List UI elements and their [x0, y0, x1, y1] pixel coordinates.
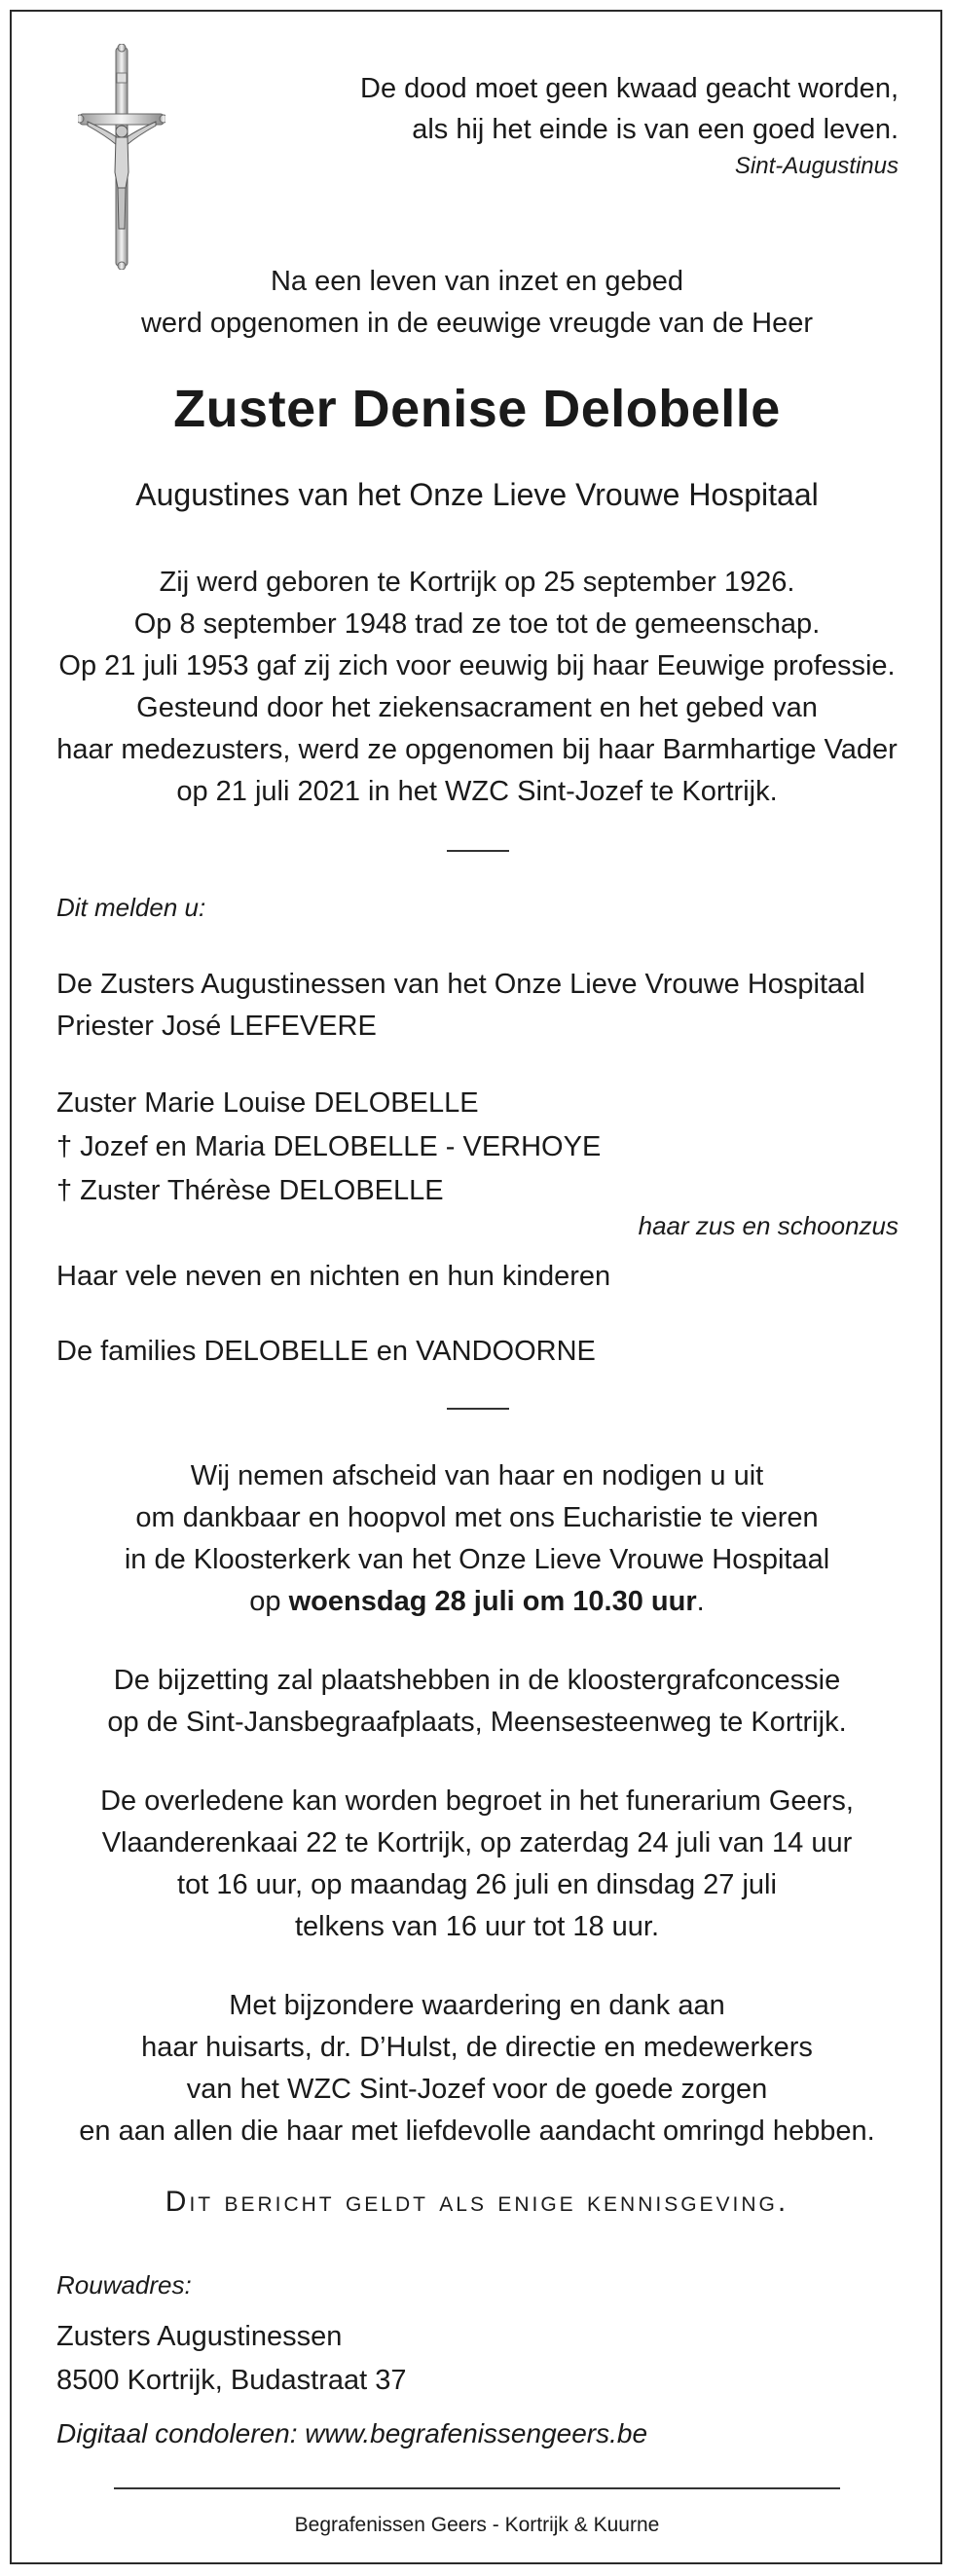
viewing-line: tot 16 uur, op maandag 26 juli en dinsdag 27 juli [177, 1869, 777, 1900]
bio-line: Op 8 september 1948 trad ze toe tot de gemeenschap. [133, 608, 821, 640]
mourner-line: † Jozef en Maria DELOBELLE - VERHOYE [56, 1131, 602, 1162]
ceremony-line: om dankbaar en hoopvol met ons Eucharistie te vieren [135, 1502, 819, 1533]
crucifix-icon [78, 44, 165, 270]
mourner-line: De families DELOBELLE en VANDOORNE [56, 1336, 596, 1367]
notice: Dit bericht geldt als enige kennisgeving. [165, 2186, 789, 2218]
mourner-line: De Zusters Augustinessen van het Onze Lieve Vrouwe Hospitaal [56, 969, 865, 1000]
announce-label: Dit melden u: [56, 893, 206, 922]
burial-line: De bijzetting zal plaatshebben in de kloostergrafconcessie [113, 1665, 841, 1696]
divider [447, 1408, 509, 1410]
viewing-line: De overledene kan worden begroet in het funerarium Geers, [100, 1785, 854, 1817]
bio-line: Zij werd geboren te Kortrijk op 25 september 1926. [159, 567, 795, 598]
mourner-line: Priester José LEFEVERE [56, 1011, 377, 1042]
mourner-line: Zuster Marie Louise DELOBELLE [56, 1087, 479, 1119]
ceremony-date-bold: woensdag 28 juli om 10.30 uur [288, 1586, 697, 1617]
bio-line: Gesteund door het ziekensacrament en het gebed van [136, 692, 818, 723]
thanks-line: en aan allen die haar met liefdevolle aandacht omringd hebben. [79, 2116, 875, 2147]
deceased-name: Zuster Denise Delobelle [173, 380, 781, 438]
mourner-line: † Zuster Thérèse DELOBELLE [56, 1175, 444, 1206]
address-line: Zusters Augustinessen [56, 2321, 343, 2352]
viewing-line: Vlaanderenkaai 22 te Kortrijk, op zaterdag 24 juli van 14 uur [101, 1827, 853, 1858]
footer: Begrafenissen Geers - Kortrijk & Kuurne [294, 2514, 660, 2536]
viewing-line: telkens van 16 uur tot 18 uur. [294, 1911, 660, 1942]
burial-line: op de Sint-Jansbegraafplaats, Meensesteenweg te Kortrijk. [107, 1707, 847, 1738]
mourner-line: Haar vele neven en nichten en hun kinderen [56, 1261, 611, 1292]
bio-line: Op 21 juli 1953 gaf zij zich voor eeuwig bij haar Eeuwige professie. [58, 650, 896, 681]
mourner-relation: haar zus en schoonzus [638, 1211, 899, 1240]
thanks-line: van het WZC Sint-Jozef voor de goede zorgen [186, 2074, 768, 2105]
intro-line-2: werd opgenomen in de eeuwige vreugde van de Heer [140, 308, 814, 339]
bio-line: haar medezusters, werd ze opgenomen bij haar Barmhartige Vader [56, 734, 898, 765]
ceremony-date-prefix: op [249, 1586, 289, 1617]
religious-order: Augustines van het Onze Lieve Vrouwe Hospitaal [135, 477, 819, 512]
quote-line-2: als hij het einde is van een goed leven. [412, 114, 899, 145]
quote-line-1: De dood moet geen kwaad geacht worden, [360, 73, 899, 104]
ceremony-date-suffix: . [696, 1586, 705, 1617]
ceremony-line: Wij nemen afscheid van haar en nodigen u uit [190, 1460, 764, 1491]
address-label: Rouwadres: [56, 2270, 192, 2300]
divider [447, 850, 509, 852]
ceremony-date [0, 1581, 954, 1623]
footer-divider [114, 2487, 840, 2489]
ceremony-line: in de Kloosterkerk van het Onze Lieve Vrouwe Hospitaal [124, 1544, 830, 1575]
bio-line: op 21 juli 2021 in het WZC Sint-Jozef te Kortrijk. [176, 776, 778, 807]
intro-line-1: Na een leven van inzet en gebed [270, 266, 684, 297]
condolence-link[interactable]: Digitaal condoleren: www.begrafenissengeers.be [56, 2418, 648, 2448]
address-line: 8500 Kortrijk, Budastraat 37 [56, 2365, 407, 2396]
thanks-line: Met bijzondere waardering en dank aan [229, 1990, 725, 2021]
quote-author: Sint-Augustinus [734, 153, 899, 179]
thanks-line: haar huisarts, dr. D’Hulst, de directie en medewerkers [141, 2032, 813, 2063]
